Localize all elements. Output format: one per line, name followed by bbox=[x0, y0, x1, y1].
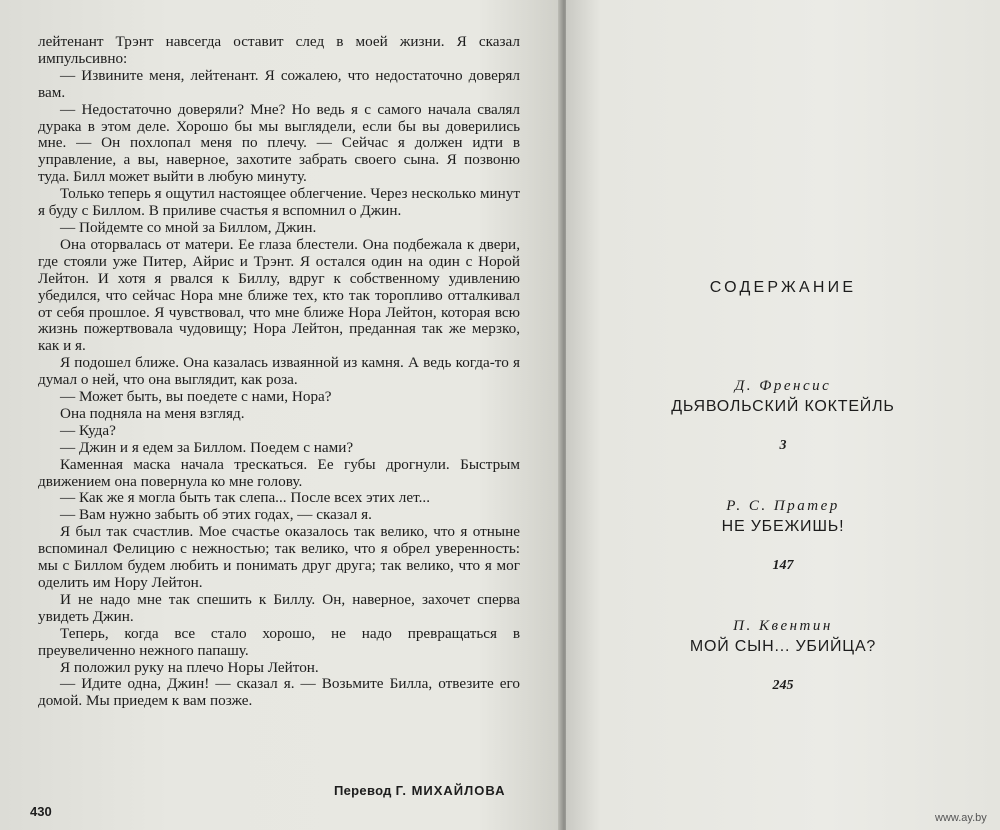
entry-page: 245 bbox=[772, 678, 794, 693]
paragraph: Только теперь я ощутил настоящее облегчение. Через несколько минут я буду с Биллом. В приливе счастья я вспомнил о Джин. bbox=[38, 185, 520, 220]
story-text bbox=[38, 34, 520, 710]
entry-title: ДЬЯВОЛЬСКИЙ КОКТЕЙЛЬ bbox=[671, 398, 895, 415]
contents-entry bbox=[566, 376, 1000, 454]
contents-entry bbox=[566, 616, 1000, 694]
entry-page: 147 bbox=[772, 558, 794, 573]
paragraph: — Вам нужно забыть об этих годах, — сказал я. bbox=[60, 506, 372, 524]
paragraph: И не надо мне так спешить к Биллу. Он, наверное, захочет сперва увидеть Джин. bbox=[38, 590, 520, 625]
paragraph: — Джин и я едем за Биллом. Поедем с нами? bbox=[60, 438, 354, 456]
paragraph: Я положил руку на плечо Норы Лейтон. bbox=[60, 658, 319, 676]
paragraph: Я был так счастлив. Мое счастье оказалось так велико, что я отныне вспоминал Фелицию с нежностью; так велико, что я обрел уверенность: мы с Биллом будем любить и понимать друг друга; так велико, что я мог оделить им Нору Лейтон. bbox=[38, 523, 520, 591]
entry-title: МОЙ СЫН... УБИЙЦА? bbox=[689, 638, 877, 655]
paragraph: Она оторвалась от матери. Ее глаза блестели. Она подбежала к двери, где стояли уже Питер, Айрис и Трэнт. Я остался один на один с Норой Лейтон. И хотя я рвался к Биллу, вдруг к собственному удивлению убедился, что сейчас Нора мне ближе тех, кто так торопливо отталкивал от себя прошлое. Я чувствовал, что мне ближе Нора Лейтон, которая всю жизнь пожертвовала чудовищу; Нора Лейтон, преданная так же мерзко, как и я. bbox=[38, 235, 520, 355]
contents-title: СОДЕРЖАНИЕ bbox=[709, 279, 857, 296]
contents-entry bbox=[566, 496, 1000, 574]
entry-title: НЕ УБЕЖИШЬ! bbox=[721, 518, 845, 535]
paragraph: — Куда? bbox=[60, 421, 116, 439]
paragraph: — Недостаточно доверяли? Мне? Но ведь я с самого начала свалял дурака в этом деле. Хорошо бы мы выглядели, если бы вы доверились мне. — Он похлопал меня по плечу. — Сейчас я должен идти в управление, а вы, наверное, захотите забрать своего сына. Я позвоню туда. Билл может выйти в любую минуту. bbox=[38, 100, 520, 186]
paragraph: — Извините меня, лейтенант. Я сожалею, что недостаточно доверял вам. bbox=[38, 66, 520, 101]
translator-name: Г. МИХАЙЛОВА bbox=[395, 783, 506, 798]
paragraph: Каменная маска начала трескаться. Ее губы дрогнули. Быстрым движением она повернула ко мне голову. bbox=[38, 455, 520, 490]
paragraph: — Идите одна, Джин! — сказал я. — Возьмите Билла, отвезите его домой. Мы приедем к вам позже. bbox=[38, 675, 520, 710]
paragraph: — Пойдемте со мной за Биллом, Джин. bbox=[60, 218, 317, 236]
paragraph: — Может быть, вы поедете с нами, Нора? bbox=[60, 388, 332, 406]
paragraph: лейтенант Трэнт навсегда оставит след в моей жизни. Я сказал импульсивно: bbox=[38, 33, 520, 67]
paragraph: — Как же я могла быть так слепа... После всех этих лет... bbox=[60, 489, 430, 507]
table-of-contents bbox=[566, 0, 1000, 830]
paragraph: Теперь, когда все стало хорошо, не надо превращаться в преувеличенно нежного папашу. bbox=[38, 624, 520, 659]
page-number: 430 bbox=[30, 804, 52, 819]
entry-author: Д. Френсис bbox=[734, 378, 832, 394]
translator-credit bbox=[334, 783, 506, 798]
entry-author: Р. С. Пратер bbox=[726, 498, 840, 514]
paragraph: Я подошел ближе. Она казалась изваянной из камня. А ведь когда-то я думал о ней, что она выглядит, как роза. bbox=[38, 354, 520, 389]
paragraph: Она подняла на меня взгляд. bbox=[60, 404, 245, 422]
watermark: www.ay.by bbox=[935, 812, 987, 824]
entry-author: П. Квентин bbox=[733, 618, 833, 634]
translator-prefix: Перевод bbox=[334, 783, 392, 798]
entry-page: 3 bbox=[779, 438, 787, 453]
